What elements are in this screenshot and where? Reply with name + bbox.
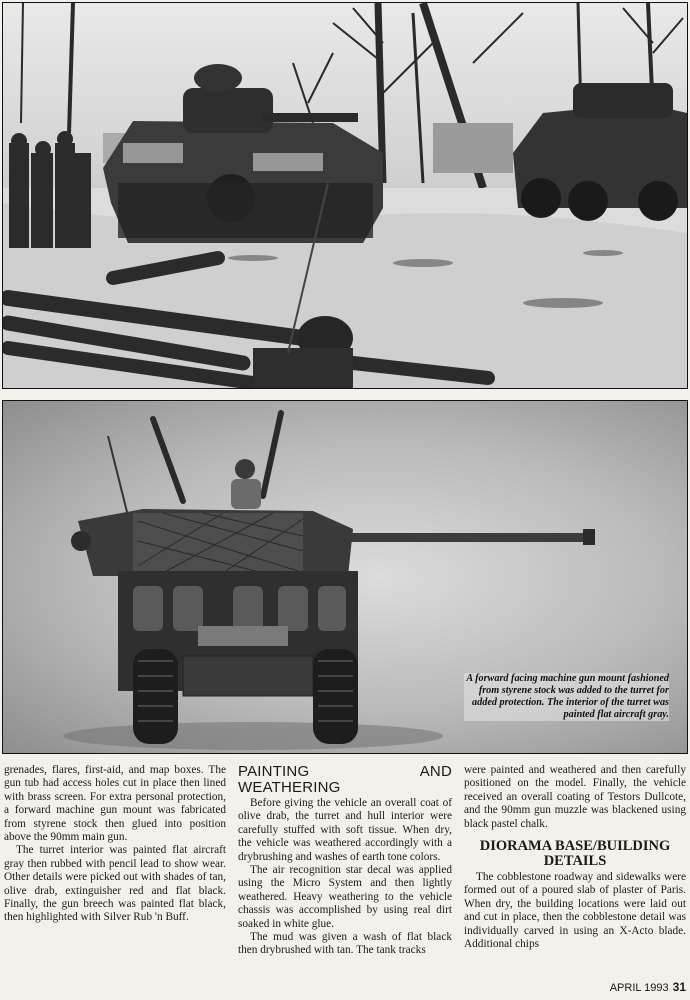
paragraph: The mud was given a wash of flat black then drybrushed with tan. The tank tracks xyxy=(238,931,452,957)
paragraph: grenades, flares, first-aid, and map boxes. The gun tub had access holes cut in place then lined with brass screen. For extra personal protection, a forward machine gun mount was fabricated from styrene stock then glued into position above the 90mm main gun. xyxy=(4,764,226,844)
page-footer xyxy=(610,980,686,994)
article-column-3 xyxy=(464,764,686,951)
page-number: 31 xyxy=(672,980,686,994)
article-column-2 xyxy=(238,764,452,958)
paragraph: were painted and weathered and then carefully positioned on the model. Finally, the vehicle received an overall coating of Testors Dullcote, and the 90mm gun muzzle was blackened using black pastel chalk. xyxy=(464,764,686,830)
paragraph: The air recognition star decal was applied using the Micro System and then lightly weathered. Heavy weathering to the vehicle chassis was accomplished by using real dirt soaked in white glue. xyxy=(238,864,452,930)
article-column-1 xyxy=(4,764,226,925)
issue-date: APRIL 1993 xyxy=(609,982,669,994)
historical-photo xyxy=(2,2,688,389)
section-heading: PAINTING AND WEATHERING xyxy=(238,763,452,796)
historical-photo-illustration xyxy=(3,3,687,388)
paragraph: The cobblestone roadway and sidewalks were formed out of a poured slab of plaster of Paris. When dry, the building locations were laid out and cut in place, then the cobblestone detail was individually carved in using an X-Acto blade. Additional chips xyxy=(464,871,686,951)
paragraph: The turret interior was painted flat aircraft gray then rubbed with pencil lead to show wear. Other details were picked out with shades of tan, olive drab, extinguisher red and flat black. Finally, the gun breech was painted flat black, then highlighted with Silver Rub 'n Buff. xyxy=(4,844,226,924)
section-heading: DIORAMA BASE/BUILDING DETAILS xyxy=(479,838,671,870)
paragraph: Before giving the vehicle an overall coat of olive drab, the turret and hull interior were carefully stuffed with soft tissue. When dry, the vehicle was weathered accordingly with a drybrushing and washes of earth tone colors. xyxy=(238,797,452,863)
photo-caption: A forward facing machine gun mount fashioned from styrene stock was added to the turret for added protection. The interior of the turret was painted flat aircraft gray. xyxy=(464,673,669,721)
model-photo xyxy=(2,400,688,754)
